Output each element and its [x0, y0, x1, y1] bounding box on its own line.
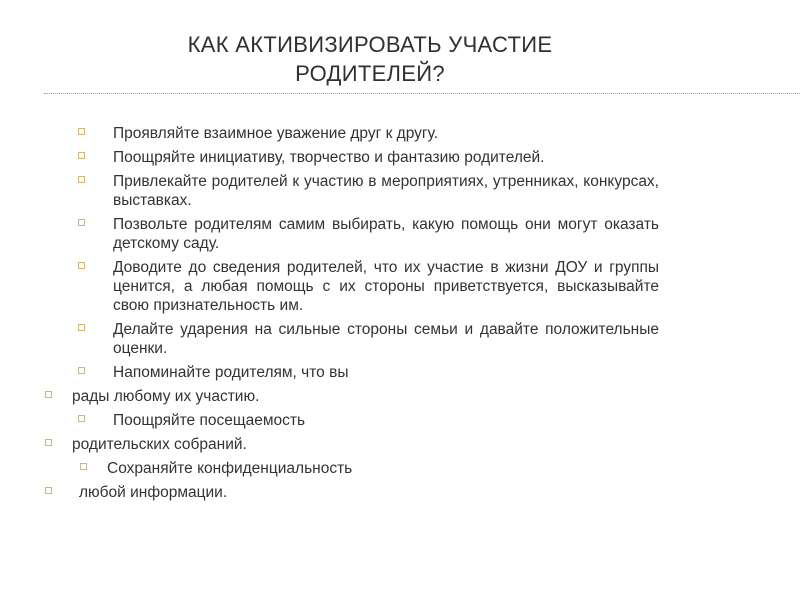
list-item-text: рады любому их участию.	[72, 388, 260, 405]
list-item-text: Доводите до сведения родителей, что их участие в жизни ДОУ и группы ценится, а любая помощь с их стороны приветствуется, высказывайте свою признательность им.	[113, 259, 659, 314]
list-item	[0, 363, 659, 382]
list-item-text: Делайте ударения на сильные стороны семьи и давайте положительные оценки.	[113, 321, 659, 357]
list-item-text: Поощряйте посещаемость	[113, 412, 306, 429]
square-bullet-icon	[78, 152, 85, 159]
square-bullet-icon	[45, 487, 52, 494]
list-item-text: Проявляйте взаимное уважение друг к другу.	[113, 125, 439, 142]
square-bullet-icon	[78, 219, 85, 226]
square-bullet-icon	[78, 128, 85, 135]
list-item	[0, 148, 659, 167]
list-item	[0, 215, 659, 253]
square-bullet-icon	[78, 176, 85, 183]
title-divider	[44, 93, 800, 94]
slide-title	[130, 30, 610, 88]
list-item	[0, 459, 653, 478]
title-line-2: РОДИТЕЛЕЙ?	[295, 61, 445, 86]
square-bullet-icon	[78, 262, 85, 269]
square-bullet-icon	[78, 367, 85, 374]
list-item-text: Напоминайте родителям, что вы	[113, 364, 349, 381]
square-bullet-icon	[45, 391, 52, 398]
list-item	[0, 124, 659, 143]
list-item	[0, 387, 672, 406]
list-item-text: Позвольте родителям самим выбирать, какую помощь они могут оказать детскому саду.	[113, 216, 659, 252]
list-item-text: Привлекайте родителей к участию в мероприятиях, утренниках, конкурсах, выставках.	[113, 173, 659, 209]
list-item-text: родительских собраний.	[72, 436, 247, 453]
list-item	[0, 320, 659, 358]
list-item	[0, 172, 659, 210]
square-bullet-icon	[78, 415, 85, 422]
list-item	[0, 411, 659, 430]
list-item	[0, 435, 672, 454]
square-bullet-icon	[80, 463, 87, 470]
list-item-text: любой информации.	[79, 484, 228, 501]
square-bullet-icon	[45, 439, 52, 446]
square-bullet-icon	[78, 324, 85, 331]
list-item	[0, 258, 659, 315]
list-item	[0, 483, 679, 502]
title-line-1: КАК АКТИВИЗИРОВАТЬ УЧАСТИЕ	[187, 32, 553, 57]
bullet-list	[0, 124, 800, 507]
list-item-text: Поощряйте инициативу, творчество и фантазию родителей.	[113, 149, 545, 166]
list-item-text: Сохраняйте конфиденциальность	[107, 460, 353, 477]
